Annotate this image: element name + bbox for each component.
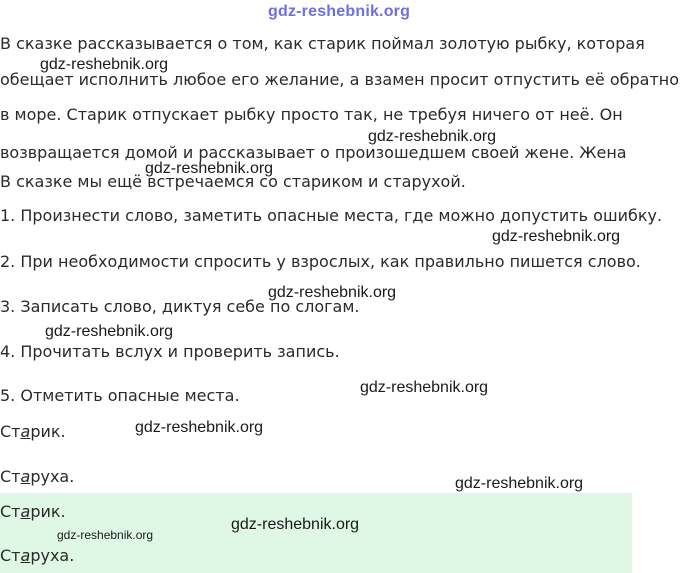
watermark-text: gdz-reshebnik.org <box>231 516 360 533</box>
header-watermark: gdz-reshebnik.org <box>268 3 411 20</box>
watermark-text: gdz-reshebnik.org <box>492 228 621 245</box>
watermark-text: gdz-reshebnik.org <box>135 419 264 436</box>
watermark-text: gdz-reshebnik.org <box>145 160 274 177</box>
watermark-text: gdz-reshebnik.org <box>455 475 584 492</box>
marked-letter: а <box>20 546 31 565</box>
watermark-text: gdz-reshebnik.org <box>368 128 497 145</box>
paragraph-line: обещает исполнить любое его желание, а взамен просит отпустить её обратно <box>0 70 680 89</box>
marked-letter: а <box>20 467 31 486</box>
word-starukha: Старуха. <box>0 546 75 565</box>
watermark-text: gdz-reshebnik.org <box>45 323 174 340</box>
marked-letter: а <box>20 422 31 441</box>
word-starik: Старик. <box>0 422 66 441</box>
paragraph-line: возвращается домой и рассказывает о произошедшем своей жене. Жена <box>0 143 627 162</box>
step-item: 1. Произнести слово, заметить опасные места, где можно допустить ошибку. <box>0 206 663 225</box>
paragraph-line: В сказке рассказывается о том, как старик поймал золотую рыбку, которая <box>0 34 645 53</box>
step-item: 3. Записать слово, диктуя себе по слогам. <box>0 297 360 316</box>
word-starukha: Старуха. <box>0 467 75 486</box>
watermark-text: gdz-reshebnik.org <box>57 528 154 542</box>
watermark-text: gdz-reshebnik.org <box>40 56 169 73</box>
paragraph-line: в море. Старик отпускает рыбку просто так, не требуя ничего от неё. Он <box>0 105 623 124</box>
step-item: 2. При необходимости спросить у взрослых, как правильно пишется слово. <box>0 252 641 271</box>
marked-letter: а <box>20 502 31 521</box>
step-item: 4. Прочитать вслух и проверить запись. <box>0 342 340 361</box>
word-starik: Старик. <box>0 502 66 521</box>
step-item: 5. Отметить опасные места. <box>0 386 240 405</box>
watermark-text: gdz-reshebnik.org <box>268 284 397 301</box>
watermark-text: gdz-reshebnik.org <box>360 379 489 396</box>
paragraph-line: В сказке мы ещё встречаемся со стариком и старухой. <box>0 172 466 191</box>
